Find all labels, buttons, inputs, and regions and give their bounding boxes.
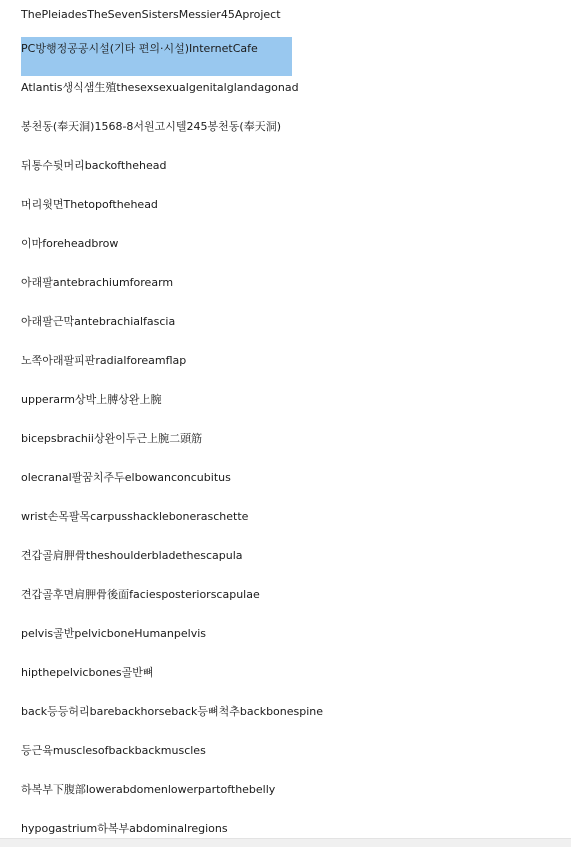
text-line[interactable]: 이마foreheadbrow [21,237,119,250]
text-line[interactable]: 아래팔antebrachiumforearm [21,276,174,289]
text-line[interactable]: hipthepelvicbones골반뼈 [21,666,154,679]
text-line-selected[interactable]: PC방행정공공시설(기타 편의·시설)InternetCafe [21,42,258,55]
text-line[interactable]: hypogastrium하복부abdominalregions [21,822,228,835]
text-line[interactable]: 봉천동(奉天洞)1568-8서원고시텔245봉천동(奉天洞) [21,120,282,133]
text-line[interactable]: olecranal팔꿈치주두elbowanconcubitus [21,471,231,484]
text-line[interactable]: 하복부下腹部lowerabdomenlowerpartofthebelly [21,783,276,796]
text-line[interactable]: wrist손목팔목carpusshackleboneraschette [21,510,249,523]
text-line[interactable]: 등근육musclesofbackbackmuscles [21,744,206,757]
text-line[interactable]: 아래팔근막antebrachialfascia [21,315,176,328]
text-line[interactable]: 견갑골肩胛骨theshoulderbladethescapula [21,549,243,562]
text-line[interactable]: 머리윗면Thetopofthehead [21,198,158,211]
text-line[interactable]: 뒤통수뒷머리backofthehead [21,159,167,172]
text-line[interactable]: Atlantis생식샘生殖thesexsexualgenitalglandagonad [21,81,299,94]
text-line[interactable]: pelvis골반pelvicboneHumanpelvis [21,627,207,640]
text-line[interactable]: 노쪽아래팔피판radialforeamflap [21,354,187,367]
text-line[interactable]: bicepsbrachii상완이두근上腕二頭筋 [21,432,203,445]
text-line[interactable]: upperarm상박上膊상완上腕 [21,393,162,406]
text-line[interactable]: 견갑골후면肩胛骨後面faciesposteriorscapulae [21,588,260,601]
text-line[interactable]: ThePleiadesTheSevenSistersMessier45Aproject [21,8,281,21]
horizontal-scrollbar[interactable] [0,838,571,847]
text-line[interactable]: back등등허리barebackhorseback등뼈척추backbonespine [21,705,324,718]
